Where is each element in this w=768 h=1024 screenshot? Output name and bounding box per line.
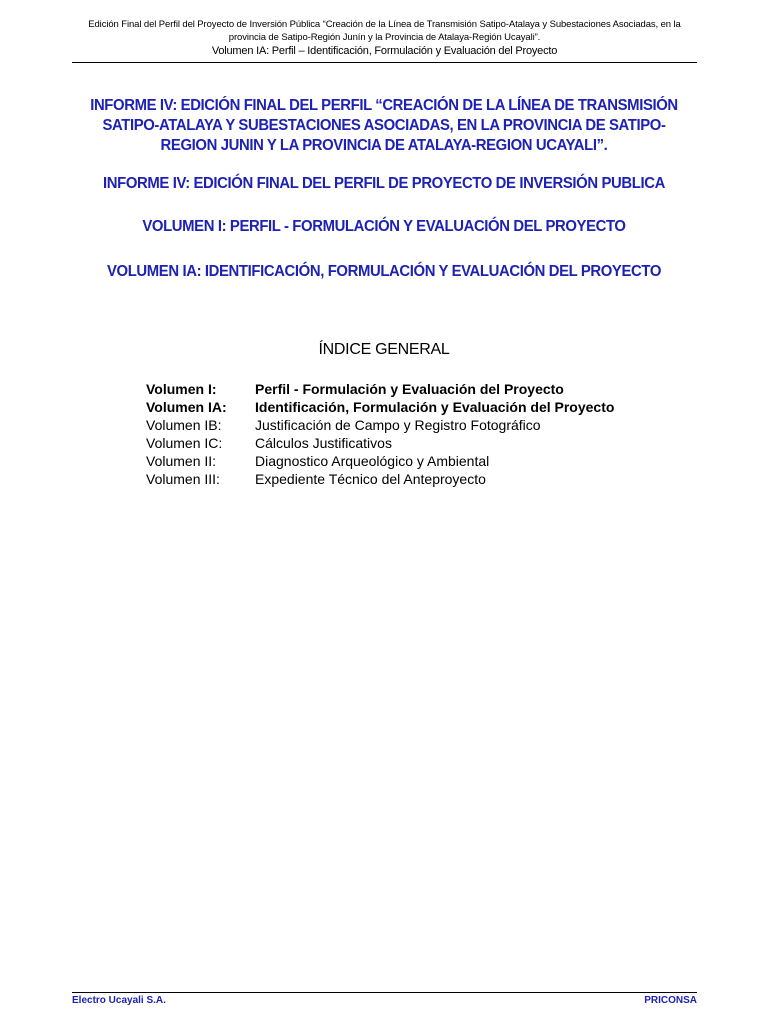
- main-title: [73, 96, 695, 156]
- index-item: [146, 434, 614, 452]
- index-item-description: Expediente Técnico del Anteproyecto: [255, 471, 486, 487]
- index-item-description: Identificación, Formulación y Evaluación del Proyecto: [255, 399, 615, 415]
- subtitle-volumen-ia: VOLUMEN IA: IDENTIFICACIÓN, FORMULACIÓN Y EVALUACIÓN DEL PROYECTO: [106, 263, 662, 280]
- header-line-3: Volumen IA: Perfil – Identificación, Formulación y Evaluación del Proyecto: [211, 45, 558, 57]
- index-item-description: Diagnostico Arqueológico y Ambiental: [255, 453, 490, 469]
- index-item: [146, 380, 614, 398]
- index-list: [146, 380, 614, 488]
- page-footer: [72, 992, 697, 1006]
- index-title: ÍNDICE GENERAL: [318, 341, 450, 358]
- index-item-description: Cálculos Justificativos: [255, 435, 392, 451]
- index-item-volume: Volumen IA:: [146, 399, 227, 415]
- page-header: [72, 18, 697, 63]
- index-item-volume: Volumen II:: [146, 453, 217, 469]
- index-item-description: Justificación de Campo y Registro Fotográfico: [255, 417, 541, 433]
- index-item: [146, 416, 614, 434]
- main-title-line-3: REGION JUNIN Y LA PROVINCIA DE ATALAYA-REGION UCAYALI”.: [160, 137, 608, 154]
- subtitle-volumen-i: VOLUMEN I: PERFIL - FORMULACIÓN Y EVALUACIÓN DEL PROYECTO: [142, 218, 626, 235]
- index-item: [146, 452, 614, 470]
- index-item-volume: Volumen III:: [146, 471, 220, 487]
- header-line-2: provincia de Satipo-Región Junín y la Provincia de Atalaya-Región Ucayali”.: [228, 32, 541, 43]
- index-item-description: Perfil - Formulación y Evaluación del Proyecto: [255, 381, 564, 397]
- index-item-volume: Volumen IC:: [146, 435, 223, 451]
- index-item: [146, 470, 614, 488]
- footer-company-left: Electro Ucayali S.A.: [72, 995, 166, 1006]
- subtitle-informe: INFORME IV: EDICIÓN FINAL DEL PERFIL DE PROYECTO DE INVERSIÓN PUBLICA: [103, 175, 665, 192]
- header-line-1: Edición Final del Perfil del Proyecto de Inversión Pública “Creación de la Línea de Transmisión Satipo-Atalaya y Subestaciones Asociadas, en la: [88, 19, 681, 30]
- index-item-volume: Volumen IB:: [146, 417, 222, 433]
- main-title-line-1: INFORME IV: EDICIÓN FINAL DEL PERFIL “CREACIÓN DE LA LÍNEA DE TRANSMISIÓN: [90, 97, 678, 114]
- index-item-volume: Volumen I:: [146, 381, 217, 397]
- main-title-line-2: SATIPO-ATALAYA Y SUBESTACIONES ASOCIADAS, EN LA PROVINCIA DE SATIPO-: [102, 117, 666, 134]
- index-item: [146, 398, 614, 416]
- footer-company-right: PRICONSA: [644, 995, 697, 1006]
